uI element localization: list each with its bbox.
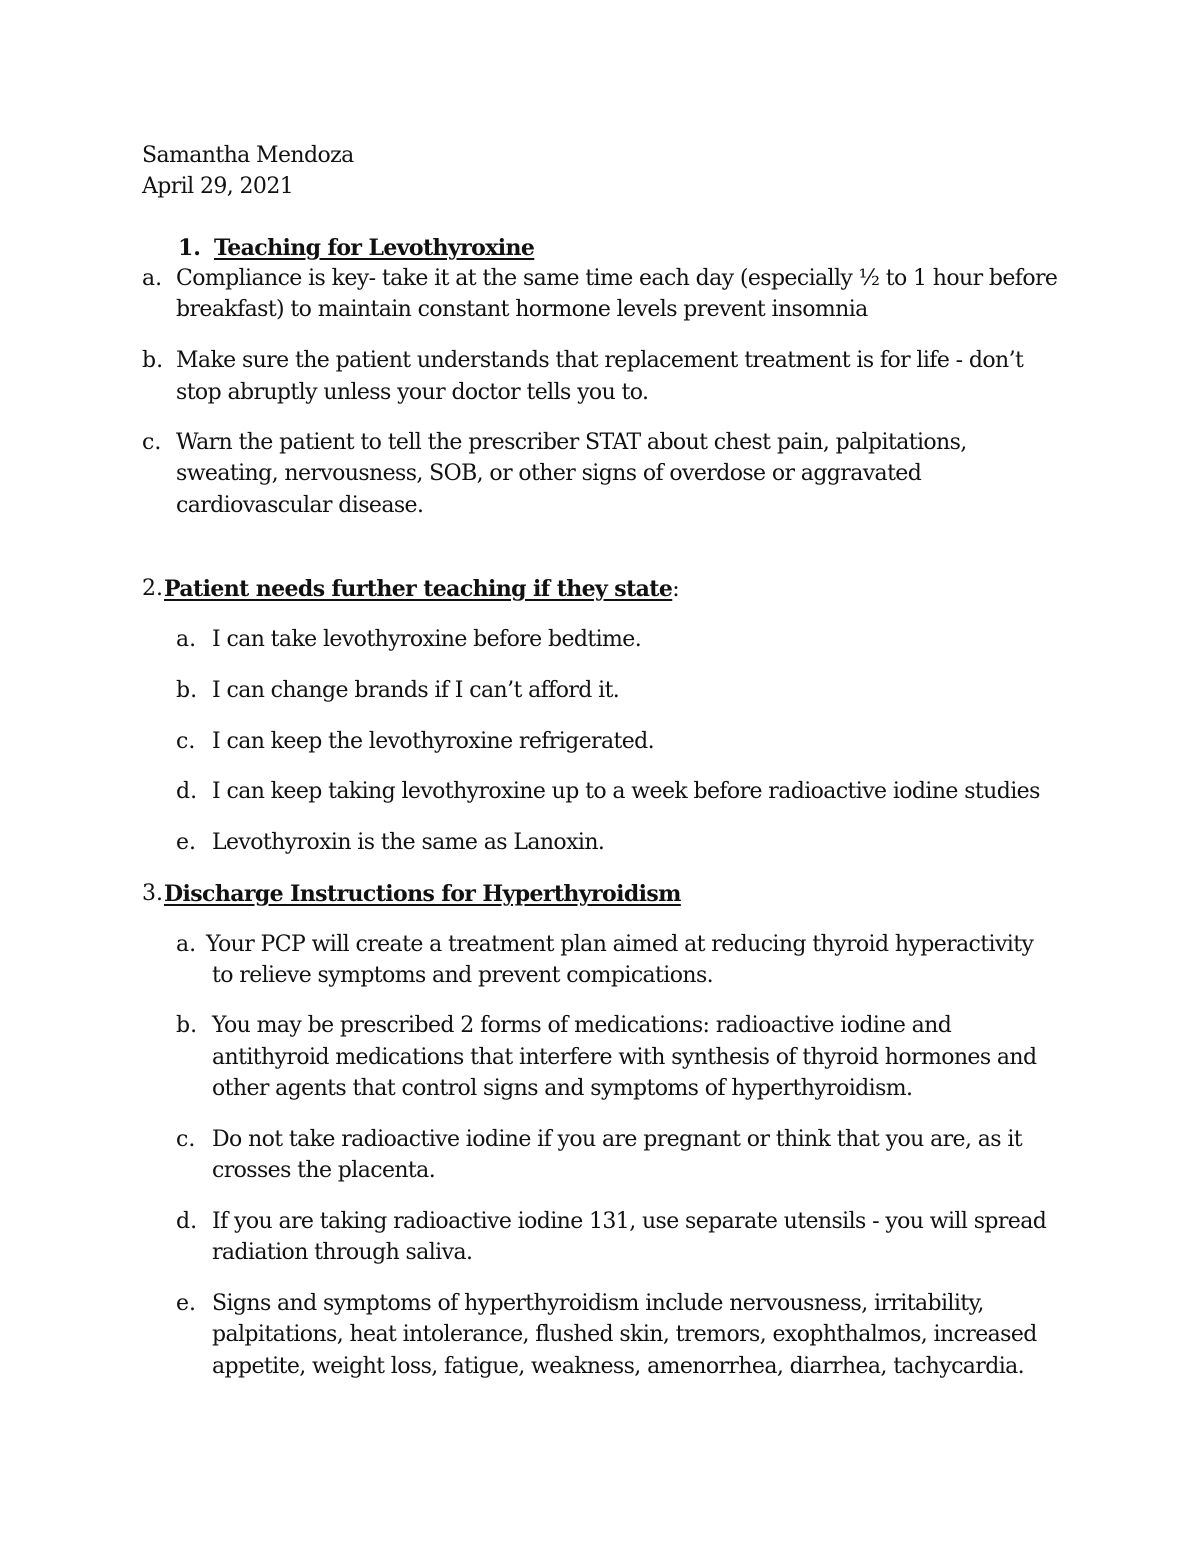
section-3-item-b-line-2: antithyroid medications that interfere with synthesis of thyroid hormones and <box>212 1045 1037 1070</box>
section-1-item-b-line-1: Make sure the patient understands that replacement treatment is for life - don’t <box>176 348 1024 373</box>
section-3-item-e-line-3: appetite, weight loss, fatigue, weakness, amenorrhea, diarrhea, tachycardia. <box>212 1354 1025 1379</box>
section-3-title: Discharge Instructions for Hyperthyroidism <box>164 881 681 907</box>
section-2-number: 2. <box>142 576 163 601</box>
section-3-item-a-line-1: Your PCP will create a treatment plan aimed at reducing thyroid hyperactivity <box>206 932 1034 957</box>
section-2-item-c-text: I can keep the levothyroxine refrigerated. <box>212 729 655 754</box>
section-2-item-a-text: I can take levothyroxine before bedtime. <box>212 627 642 652</box>
author-name: Samantha Mendoza <box>142 143 354 168</box>
section-1-item-b-marker: b. <box>142 348 164 373</box>
section-1-item-b-line-2: stop abruptly unless your doctor tells you to. <box>176 380 649 405</box>
section-2-title-wrap <box>164 573 679 606</box>
section-2-title: Patient needs further teaching if they state <box>164 576 673 602</box>
section-1-item-c-line-1: Warn the patient to tell the prescriber STAT about chest pain, palpitations, <box>176 430 967 455</box>
section-1-item-c-line-3: cardiovascular disease. <box>176 493 424 518</box>
section-3-item-c-marker: c. <box>176 1127 196 1152</box>
section-2-item-a-marker: a. <box>176 627 197 652</box>
section-3-number: 3. <box>142 881 163 906</box>
section-3-item-a-line-2: to relieve symptoms and prevent compications. <box>212 963 714 988</box>
section-1-item-c-marker: c. <box>142 430 162 455</box>
section-3-item-c-line-2: crosses the placenta. <box>212 1158 436 1183</box>
section-2-item-b-text: I can change brands if I can’t afford it. <box>212 678 620 703</box>
section-1-item-c-line-2: sweating, nervousness, SOB, or other signs of overdose or aggravated <box>176 461 922 486</box>
section-2-item-d-text: I can keep taking levothyroxine up to a week before radioactive iodine studies <box>212 779 1040 804</box>
section-1-title: Teaching for Levothyroxine <box>214 235 535 261</box>
section-1-number: 1. <box>178 235 201 261</box>
section-2-title-suffix: : <box>672 577 680 602</box>
section-3-item-d-marker: d. <box>176 1209 198 1234</box>
section-3-item-e-line-2: palpitations, heat intolerance, flushed skin, tremors, exophthalmos, increased <box>212 1322 1037 1347</box>
section-3-item-e-line-1: Signs and symptoms of hyperthyroidism include nervousness, irritability, <box>212 1291 984 1316</box>
section-1-item-a-marker: a. <box>142 266 163 291</box>
section-1-item-a-line-2: breakfast) to maintain constant hormone levels prevent insomnia <box>176 297 868 322</box>
section-3-item-c-line-1: Do not take radioactive iodine if you are pregnant or think that you are, as it <box>212 1127 1023 1152</box>
section-3-item-d-line-1: If you are taking radioactive iodine 131, use separate utensils - you will spread <box>212 1209 1047 1234</box>
section-3-item-a-marker: a. <box>176 932 197 957</box>
section-2-item-b-marker: b. <box>176 678 198 703</box>
section-3-item-b-marker: b. <box>176 1013 198 1038</box>
section-3-item-b-line-3: other agents that control signs and symptoms of hyperthyroidism. <box>212 1076 913 1101</box>
section-3-item-e-marker: e. <box>176 1291 197 1316</box>
section-2-item-d-marker: d. <box>176 779 198 804</box>
section-2-item-c-marker: c. <box>176 729 196 754</box>
document-date: April 29, 2021 <box>142 174 294 199</box>
section-3-item-d-line-2: radiation through saliva. <box>212 1240 473 1265</box>
section-1-item-a-line-1: Compliance is key- take it at the same time each day (especially ½ to 1 hour before <box>176 266 1058 291</box>
section-2-item-e-marker: e. <box>176 830 197 855</box>
section-2-item-e-text: Levothyroxin is the same as Lanoxin. <box>212 830 605 855</box>
section-3-item-b-line-1: You may be prescribed 2 forms of medications: radioactive iodine and <box>212 1013 952 1038</box>
